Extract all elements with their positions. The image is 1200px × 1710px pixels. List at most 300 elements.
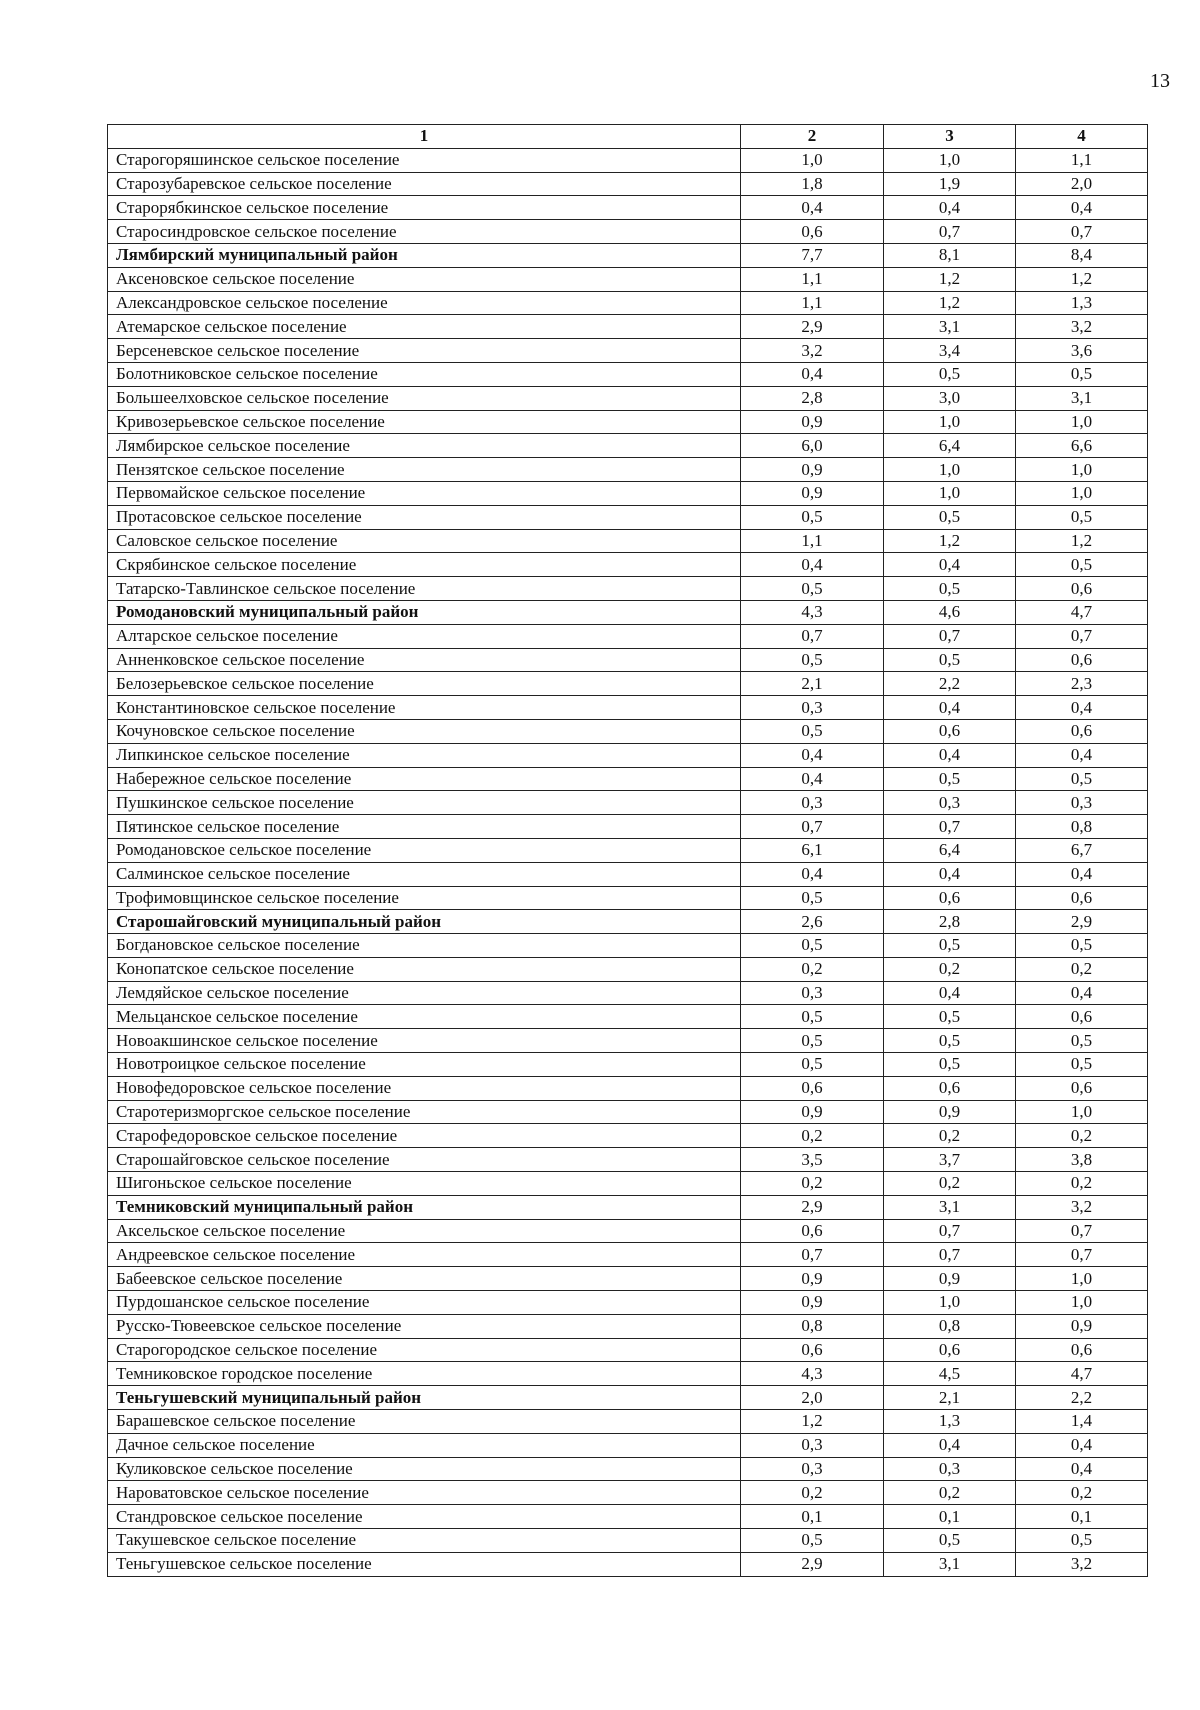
settlement-name-cell: Кочуновское сельское поселение <box>108 719 741 743</box>
value-col2-cell: 2,0 <box>741 1386 884 1410</box>
value-col2-cell: 0,5 <box>741 1005 884 1029</box>
value-col4-cell: 0,2 <box>1016 957 1148 981</box>
value-col2-cell: 0,9 <box>741 458 884 482</box>
value-col2-cell: 0,9 <box>741 481 884 505</box>
value-col3-cell: 3,4 <box>884 339 1016 363</box>
value-col4-cell: 0,5 <box>1016 1029 1148 1053</box>
value-col4-cell: 0,4 <box>1016 1433 1148 1457</box>
value-col2-cell: 1,8 <box>741 172 884 196</box>
settlement-name-cell: Русско-Тювеевское сельское поселение <box>108 1314 741 1338</box>
value-col2-cell: 0,8 <box>741 1314 884 1338</box>
table-row <box>108 1029 1148 1053</box>
value-col3-cell: 1,9 <box>884 172 1016 196</box>
settlement-name-cell: Ромодановский муниципальный район <box>108 600 741 624</box>
value-col4-cell: 2,9 <box>1016 910 1148 934</box>
value-col3-cell: 0,7 <box>884 815 1016 839</box>
settlement-name-cell: Старогоряшинское сельское поселение <box>108 148 741 172</box>
table-header <box>108 125 1148 149</box>
value-col4-cell: 2,0 <box>1016 172 1148 196</box>
settlement-name-cell: Старогородское сельское поселение <box>108 1338 741 1362</box>
settlement-name-cell: Старофедоровское сельское поселение <box>108 1124 741 1148</box>
value-col3-cell: 0,7 <box>884 1243 1016 1267</box>
settlement-name-cell: Темниковское городское поселение <box>108 1362 741 1386</box>
value-col4-cell: 0,9 <box>1016 1314 1148 1338</box>
value-col3-cell: 0,8 <box>884 1314 1016 1338</box>
value-col3-cell: 6,4 <box>884 434 1016 458</box>
value-col3-cell: 0,6 <box>884 886 1016 910</box>
value-col3-cell: 0,7 <box>884 1219 1016 1243</box>
value-col3-cell: 0,6 <box>884 1076 1016 1100</box>
table-row <box>108 1243 1148 1267</box>
table-row <box>108 553 1148 577</box>
value-col3-cell: 2,8 <box>884 910 1016 934</box>
value-col3-cell: 0,3 <box>884 791 1016 815</box>
column-header-4: 4 <box>1016 125 1148 149</box>
value-col3-cell: 2,2 <box>884 672 1016 696</box>
value-col2-cell: 0,3 <box>741 1433 884 1457</box>
value-col3-cell: 1,3 <box>884 1410 1016 1434</box>
settlement-name-cell: Скрябинское сельское поселение <box>108 553 741 577</box>
table-row <box>108 291 1148 315</box>
table-row <box>108 1338 1148 1362</box>
table-row <box>108 981 1148 1005</box>
table-row <box>108 1362 1148 1386</box>
settlement-name-cell: Куликовское сельское поселение <box>108 1457 741 1481</box>
table-row <box>108 1433 1148 1457</box>
district-row <box>108 1386 1148 1410</box>
value-col4-cell: 1,0 <box>1016 410 1148 434</box>
value-col4-cell: 0,2 <box>1016 1124 1148 1148</box>
value-col3-cell: 3,7 <box>884 1148 1016 1172</box>
value-col4-cell: 0,6 <box>1016 577 1148 601</box>
value-col3-cell: 0,4 <box>884 196 1016 220</box>
settlement-name-cell: Новотроицкое сельское поселение <box>108 1053 741 1077</box>
value-col2-cell: 0,5 <box>741 577 884 601</box>
settlement-name-cell: Бабеевское сельское поселение <box>108 1267 741 1291</box>
settlement-name-cell: Мельцанское сельское поселение <box>108 1005 741 1029</box>
value-col3-cell: 0,4 <box>884 862 1016 886</box>
value-col2-cell: 0,9 <box>741 410 884 434</box>
value-col4-cell: 0,7 <box>1016 220 1148 244</box>
value-col3-cell: 1,2 <box>884 529 1016 553</box>
value-col4-cell: 0,7 <box>1016 624 1148 648</box>
table-row <box>108 410 1148 434</box>
value-col2-cell: 0,2 <box>741 957 884 981</box>
table-row <box>108 815 1148 839</box>
settlement-name-cell: Кривозерьевское сельское поселение <box>108 410 741 434</box>
value-col3-cell: 1,2 <box>884 267 1016 291</box>
value-col4-cell: 1,0 <box>1016 1100 1148 1124</box>
table-row <box>108 1457 1148 1481</box>
settlement-name-cell: Болотниковское сельское поселение <box>108 362 741 386</box>
value-col3-cell: 0,7 <box>884 624 1016 648</box>
value-col4-cell: 4,7 <box>1016 1362 1148 1386</box>
settlement-name-cell: Липкинское сельское поселение <box>108 743 741 767</box>
table-row <box>108 957 1148 981</box>
page-number: 13 <box>1150 70 1170 92</box>
table-row <box>108 1314 1148 1338</box>
settlement-name-cell: Лямбирское сельское поселение <box>108 434 741 458</box>
table-row <box>108 1219 1148 1243</box>
table-row <box>108 458 1148 482</box>
table-row <box>108 267 1148 291</box>
value-col3-cell: 0,5 <box>884 767 1016 791</box>
table-row <box>108 791 1148 815</box>
settlement-name-cell: Пятинское сельское поселение <box>108 815 741 839</box>
data-table <box>107 124 1148 1577</box>
settlement-name-cell: Такушевское сельское поселение <box>108 1529 741 1553</box>
value-col4-cell: 0,7 <box>1016 1243 1148 1267</box>
table-row <box>108 148 1148 172</box>
value-col3-cell: 0,5 <box>884 1005 1016 1029</box>
value-col4-cell: 0,8 <box>1016 815 1148 839</box>
value-col2-cell: 0,9 <box>741 1100 884 1124</box>
district-row <box>108 1195 1148 1219</box>
table-row <box>108 648 1148 672</box>
value-col3-cell: 3,1 <box>884 1195 1016 1219</box>
value-col4-cell: 0,5 <box>1016 1529 1148 1553</box>
value-col3-cell: 0,9 <box>884 1100 1016 1124</box>
value-col2-cell: 2,8 <box>741 386 884 410</box>
table-row <box>108 767 1148 791</box>
value-col4-cell: 3,1 <box>1016 386 1148 410</box>
value-col4-cell: 0,4 <box>1016 696 1148 720</box>
value-col4-cell: 0,4 <box>1016 1457 1148 1481</box>
value-col2-cell: 0,9 <box>741 1267 884 1291</box>
value-col2-cell: 0,7 <box>741 624 884 648</box>
settlement-name-cell: Набережное сельское поселение <box>108 767 741 791</box>
district-row <box>108 600 1148 624</box>
value-col2-cell: 2,9 <box>741 1552 884 1576</box>
value-col3-cell: 8,1 <box>884 243 1016 267</box>
value-col4-cell: 0,4 <box>1016 981 1148 1005</box>
value-col3-cell: 0,2 <box>884 957 1016 981</box>
value-col2-cell: 0,5 <box>741 1529 884 1553</box>
settlement-name-cell: Новоакшинское сельское поселение <box>108 1029 741 1053</box>
value-col4-cell: 1,0 <box>1016 458 1148 482</box>
value-col4-cell: 4,7 <box>1016 600 1148 624</box>
table-row <box>108 838 1148 862</box>
table-row <box>108 1053 1148 1077</box>
value-col3-cell: 0,7 <box>884 220 1016 244</box>
value-col2-cell: 0,3 <box>741 791 884 815</box>
value-col3-cell: 3,1 <box>884 315 1016 339</box>
settlement-name-cell: Ромодановское сельское поселение <box>108 838 741 862</box>
table-row <box>108 362 1148 386</box>
value-col3-cell: 0,4 <box>884 743 1016 767</box>
value-col4-cell: 2,3 <box>1016 672 1148 696</box>
settlement-name-cell: Берсеневское сельское поселение <box>108 339 741 363</box>
value-col4-cell: 0,4 <box>1016 743 1148 767</box>
settlement-name-cell: Дачное сельское поселение <box>108 1433 741 1457</box>
table-row <box>108 1529 1148 1553</box>
value-col2-cell: 0,6 <box>741 1219 884 1243</box>
settlement-name-cell: Теньгушевский муниципальный район <box>108 1386 741 1410</box>
value-col3-cell: 4,5 <box>884 1362 1016 1386</box>
value-col4-cell: 6,6 <box>1016 434 1148 458</box>
value-col4-cell: 1,2 <box>1016 529 1148 553</box>
table-row <box>108 339 1148 363</box>
value-col4-cell: 1,4 <box>1016 1410 1148 1434</box>
value-col2-cell: 0,3 <box>741 981 884 1005</box>
value-col3-cell: 0,6 <box>884 1338 1016 1362</box>
table-row <box>108 481 1148 505</box>
value-col3-cell: 1,2 <box>884 291 1016 315</box>
value-col4-cell: 0,6 <box>1016 1005 1148 1029</box>
value-col3-cell: 0,3 <box>884 1457 1016 1481</box>
settlement-name-cell: Пушкинское сельское поселение <box>108 791 741 815</box>
value-col3-cell: 6,4 <box>884 838 1016 862</box>
value-col2-cell: 1,1 <box>741 291 884 315</box>
table-row <box>108 886 1148 910</box>
value-col2-cell: 6,0 <box>741 434 884 458</box>
value-col4-cell: 3,2 <box>1016 315 1148 339</box>
value-col2-cell: 0,4 <box>741 743 884 767</box>
value-col2-cell: 0,4 <box>741 862 884 886</box>
settlement-name-cell: Старошайговский муниципальный район <box>108 910 741 934</box>
table-row <box>108 1291 1148 1315</box>
value-col3-cell: 0,6 <box>884 719 1016 743</box>
value-col4-cell: 0,6 <box>1016 886 1148 910</box>
value-col4-cell: 1,0 <box>1016 1267 1148 1291</box>
value-col2-cell: 0,5 <box>741 1053 884 1077</box>
value-col2-cell: 3,2 <box>741 339 884 363</box>
value-col2-cell: 1,0 <box>741 148 884 172</box>
value-col4-cell: 0,5 <box>1016 767 1148 791</box>
value-col4-cell: 0,4 <box>1016 862 1148 886</box>
value-col3-cell: 0,2 <box>884 1124 1016 1148</box>
column-header-1: 1 <box>108 125 741 149</box>
table-row <box>108 1267 1148 1291</box>
settlement-name-cell: Аксеновское сельское поселение <box>108 267 741 291</box>
value-col4-cell: 0,4 <box>1016 196 1148 220</box>
value-col3-cell: 0,4 <box>884 981 1016 1005</box>
settlement-name-cell: Старотеризморгское сельское поселение <box>108 1100 741 1124</box>
table-row <box>108 505 1148 529</box>
value-col2-cell: 6,1 <box>741 838 884 862</box>
value-col2-cell: 0,9 <box>741 1291 884 1315</box>
table-row <box>108 386 1148 410</box>
table-row <box>108 196 1148 220</box>
value-col4-cell: 0,6 <box>1016 1076 1148 1100</box>
value-col3-cell: 0,9 <box>884 1267 1016 1291</box>
value-col3-cell: 0,5 <box>884 934 1016 958</box>
table-row <box>108 315 1148 339</box>
value-col2-cell: 0,5 <box>741 934 884 958</box>
value-col3-cell: 3,1 <box>884 1552 1016 1576</box>
value-col2-cell: 0,5 <box>741 1029 884 1053</box>
value-col2-cell: 0,2 <box>741 1124 884 1148</box>
settlement-name-cell: Трофимовщинское сельское поселение <box>108 886 741 910</box>
settlement-name-cell: Андреевское сельское поселение <box>108 1243 741 1267</box>
value-col2-cell: 0,6 <box>741 1076 884 1100</box>
settlement-name-cell: Константиновское сельское поселение <box>108 696 741 720</box>
value-col3-cell: 1,0 <box>884 481 1016 505</box>
value-col4-cell: 1,3 <box>1016 291 1148 315</box>
settlement-name-cell: Анненковское сельское поселение <box>108 648 741 672</box>
settlement-name-cell: Старосиндровское сельское поселение <box>108 220 741 244</box>
settlement-name-cell: Лямбирский муниципальный район <box>108 243 741 267</box>
value-col2-cell: 0,2 <box>741 1172 884 1196</box>
settlement-name-cell: Белозерьевское сельское поселение <box>108 672 741 696</box>
value-col4-cell: 1,1 <box>1016 148 1148 172</box>
settlement-name-cell: Протасовское сельское поселение <box>108 505 741 529</box>
value-col2-cell: 4,3 <box>741 600 884 624</box>
value-col2-cell: 0,4 <box>741 553 884 577</box>
value-col3-cell: 0,4 <box>884 1433 1016 1457</box>
table-row <box>108 172 1148 196</box>
settlement-name-cell: Татарско-Тавлинское сельское поселение <box>108 577 741 601</box>
settlement-name-cell: Нароватовское сельское поселение <box>108 1481 741 1505</box>
table-row <box>108 1076 1148 1100</box>
value-col2-cell: 0,5 <box>741 886 884 910</box>
value-col4-cell: 3,2 <box>1016 1195 1148 1219</box>
header-row <box>108 125 1148 149</box>
value-col4-cell: 1,0 <box>1016 481 1148 505</box>
value-col4-cell: 0,6 <box>1016 719 1148 743</box>
settlement-name-cell: Алтарское сельское поселение <box>108 624 741 648</box>
settlement-name-cell: Темниковский муниципальный район <box>108 1195 741 1219</box>
table-row <box>108 624 1148 648</box>
value-col2-cell: 0,4 <box>741 767 884 791</box>
value-col4-cell: 0,3 <box>1016 791 1148 815</box>
value-col3-cell: 0,2 <box>884 1481 1016 1505</box>
value-col3-cell: 0,5 <box>884 1029 1016 1053</box>
value-col3-cell: 0,5 <box>884 577 1016 601</box>
value-col4-cell: 3,6 <box>1016 339 1148 363</box>
value-col2-cell: 0,5 <box>741 505 884 529</box>
value-col3-cell: 1,0 <box>884 1291 1016 1315</box>
table-row <box>108 434 1148 458</box>
settlement-name-cell: Салминское сельское поселение <box>108 862 741 886</box>
table-row <box>108 1148 1148 1172</box>
value-col2-cell: 0,6 <box>741 1338 884 1362</box>
value-col4-cell: 0,5 <box>1016 934 1148 958</box>
table-row <box>108 1552 1148 1576</box>
value-col3-cell: 1,0 <box>884 410 1016 434</box>
value-col2-cell: 2,1 <box>741 672 884 696</box>
settlement-name-cell: Пурдошанское сельское поселение <box>108 1291 741 1315</box>
value-col4-cell: 0,5 <box>1016 362 1148 386</box>
value-col4-cell: 8,4 <box>1016 243 1148 267</box>
value-col2-cell: 3,5 <box>741 1148 884 1172</box>
table-row <box>108 862 1148 886</box>
value-col2-cell: 0,7 <box>741 815 884 839</box>
table-row <box>108 220 1148 244</box>
value-col4-cell: 0,6 <box>1016 648 1148 672</box>
value-col2-cell: 7,7 <box>741 243 884 267</box>
table-row <box>108 934 1148 958</box>
value-col4-cell: 2,2 <box>1016 1386 1148 1410</box>
table-row <box>108 1172 1148 1196</box>
value-col3-cell: 0,1 <box>884 1505 1016 1529</box>
value-col4-cell: 0,6 <box>1016 1338 1148 1362</box>
table-row <box>108 1481 1148 1505</box>
table-row <box>108 1505 1148 1529</box>
value-col3-cell: 0,2 <box>884 1172 1016 1196</box>
value-col3-cell: 1,0 <box>884 458 1016 482</box>
settlement-name-cell: Богдановское сельское поселение <box>108 934 741 958</box>
value-col2-cell: 0,5 <box>741 648 884 672</box>
district-row <box>108 243 1148 267</box>
value-col3-cell: 0,5 <box>884 505 1016 529</box>
value-col4-cell: 1,0 <box>1016 1291 1148 1315</box>
value-col2-cell: 0,3 <box>741 696 884 720</box>
settlement-name-cell: Теньгушевское сельское поселение <box>108 1552 741 1576</box>
value-col4-cell: 0,5 <box>1016 1053 1148 1077</box>
table-row <box>108 1100 1148 1124</box>
value-col3-cell: 0,5 <box>884 648 1016 672</box>
value-col4-cell: 3,8 <box>1016 1148 1148 1172</box>
value-col4-cell: 0,2 <box>1016 1481 1148 1505</box>
settlement-name-cell: Аксельское сельское поселение <box>108 1219 741 1243</box>
value-col2-cell: 2,9 <box>741 1195 884 1219</box>
value-col4-cell: 0,7 <box>1016 1219 1148 1243</box>
table-row <box>108 1410 1148 1434</box>
value-col4-cell: 0,5 <box>1016 505 1148 529</box>
settlement-name-cell: Пензятское сельское поселение <box>108 458 741 482</box>
value-col2-cell: 1,1 <box>741 267 884 291</box>
table-row <box>108 577 1148 601</box>
table-row <box>108 696 1148 720</box>
settlement-name-cell: Александровское сельское поселение <box>108 291 741 315</box>
value-col3-cell: 0,4 <box>884 696 1016 720</box>
value-col4-cell: 0,5 <box>1016 553 1148 577</box>
value-col2-cell: 0,3 <box>741 1457 884 1481</box>
settlement-name-cell: Стандровское сельское поселение <box>108 1505 741 1529</box>
value-col2-cell: 1,1 <box>741 529 884 553</box>
value-col2-cell: 0,4 <box>741 196 884 220</box>
table-row <box>108 672 1148 696</box>
value-col4-cell: 6,7 <box>1016 838 1148 862</box>
value-col2-cell: 0,6 <box>741 220 884 244</box>
value-col2-cell: 0,1 <box>741 1505 884 1529</box>
value-col4-cell: 0,1 <box>1016 1505 1148 1529</box>
column-header-3: 3 <box>884 125 1016 149</box>
settlement-name-cell: Лемдяйское сельское поселение <box>108 981 741 1005</box>
value-col3-cell: 4,6 <box>884 600 1016 624</box>
settlement-name-cell: Старошайговское сельское поселение <box>108 1148 741 1172</box>
value-col4-cell: 0,2 <box>1016 1172 1148 1196</box>
settlement-name-cell: Шигоньское сельское поселение <box>108 1172 741 1196</box>
value-col2-cell: 1,2 <box>741 1410 884 1434</box>
settlement-name-cell: Конопатское сельское поселение <box>108 957 741 981</box>
table-row <box>108 529 1148 553</box>
value-col3-cell: 0,5 <box>884 362 1016 386</box>
value-col4-cell: 3,2 <box>1016 1552 1148 1576</box>
settlement-name-cell: Старорябкинское сельское поселение <box>108 196 741 220</box>
value-col4-cell: 1,2 <box>1016 267 1148 291</box>
value-col3-cell: 2,1 <box>884 1386 1016 1410</box>
settlement-name-cell: Атемарское сельское поселение <box>108 315 741 339</box>
value-col2-cell: 0,2 <box>741 1481 884 1505</box>
value-col3-cell: 1,0 <box>884 148 1016 172</box>
table-row <box>108 1005 1148 1029</box>
value-col3-cell: 0,5 <box>884 1053 1016 1077</box>
table-row <box>108 1124 1148 1148</box>
column-header-2: 2 <box>741 125 884 149</box>
value-col2-cell: 4,3 <box>741 1362 884 1386</box>
settlement-name-cell: Саловское сельское поселение <box>108 529 741 553</box>
value-col2-cell: 0,4 <box>741 362 884 386</box>
settlement-name-cell: Барашевское сельское поселение <box>108 1410 741 1434</box>
table-row <box>108 719 1148 743</box>
settlement-name-cell: Большеелховское сельское поселение <box>108 386 741 410</box>
value-col2-cell: 0,5 <box>741 719 884 743</box>
table-row <box>108 743 1148 767</box>
table-body <box>108 148 1148 1576</box>
value-col3-cell: 3,0 <box>884 386 1016 410</box>
